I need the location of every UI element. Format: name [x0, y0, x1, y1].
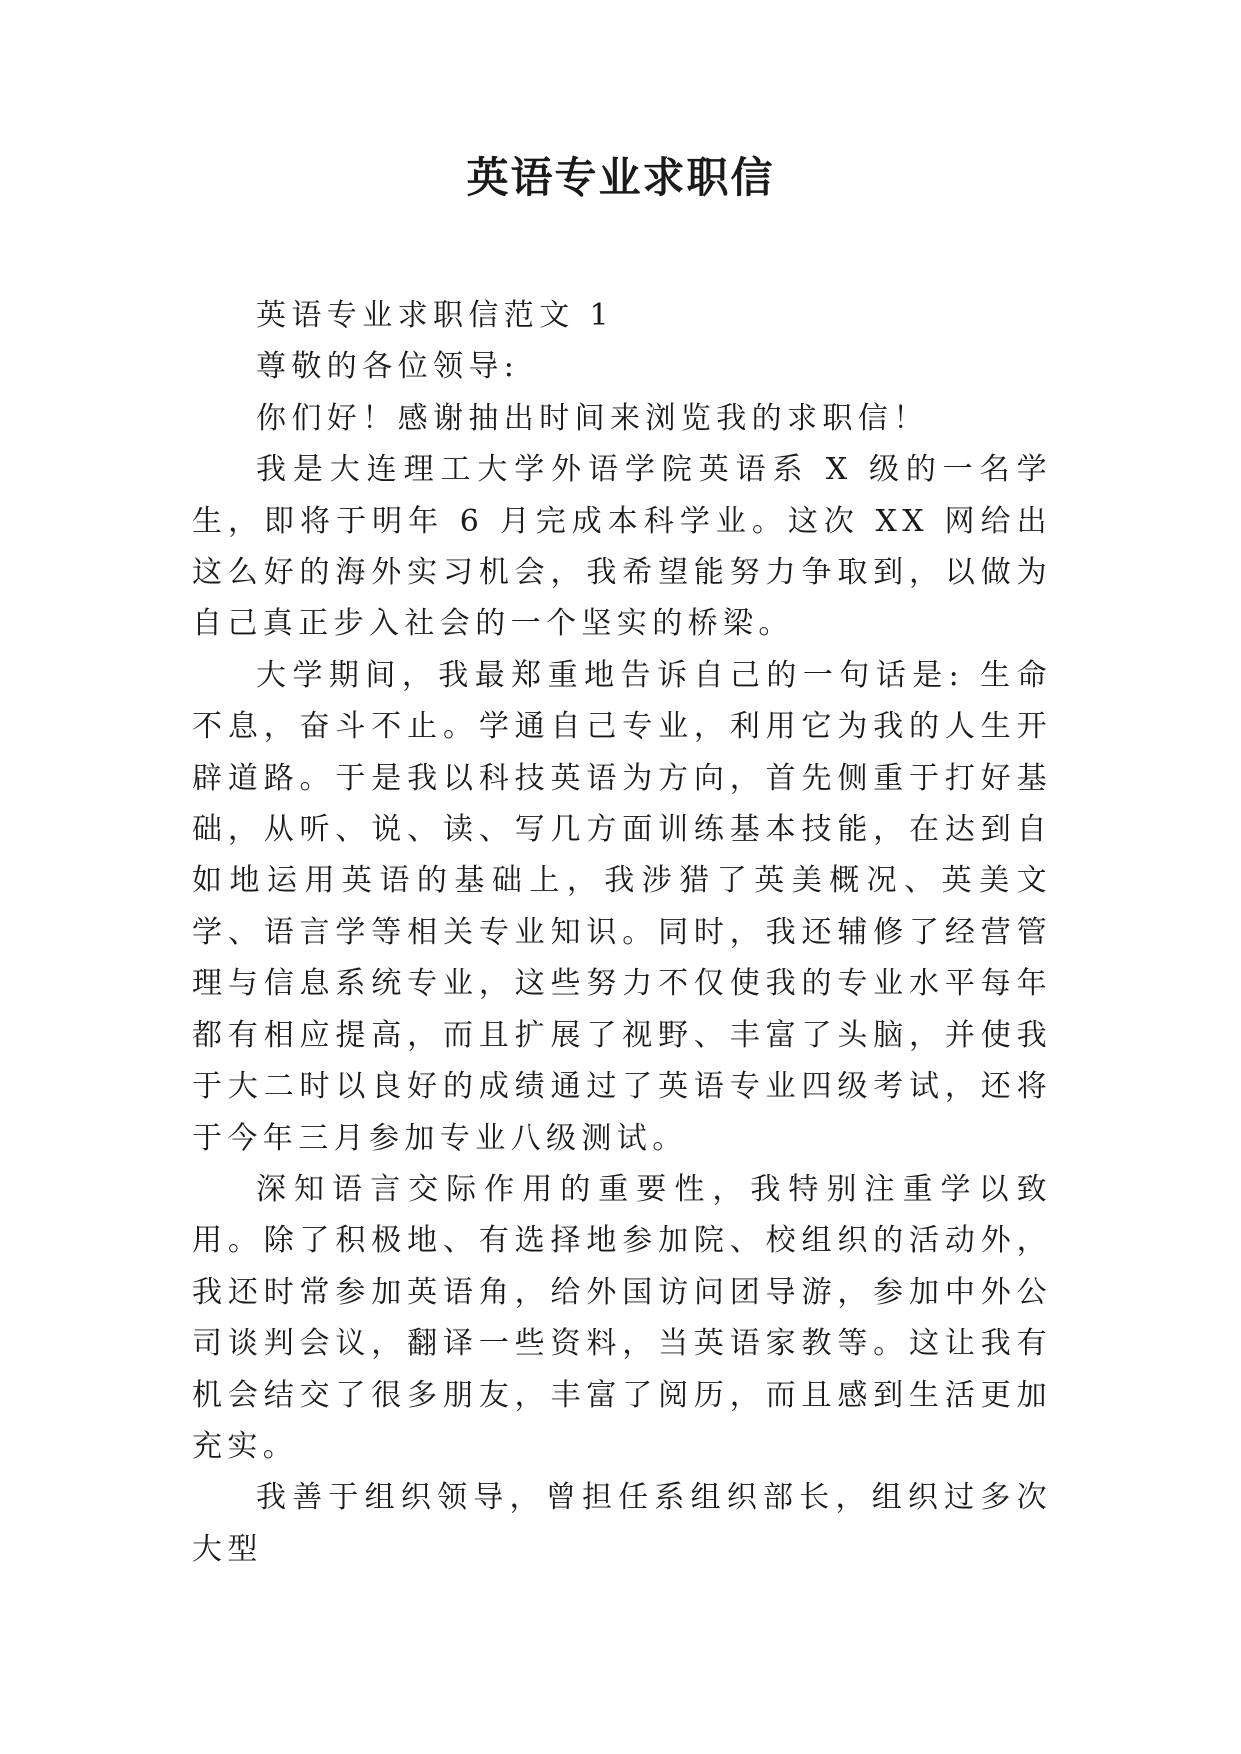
paragraph-leadership: 我善于组织领导，曾担任系组织部长，组织过多次大型 [192, 1480, 1052, 1567]
paragraph-practice: 深知语言交际作用的重要性，我特别注重学以致用。除了积极地、有选择地参加院、校组织的活动外，我还时常参加英语角，给外国访问团导游，参加中外公司谈判会议，翻译一些资料，当英语家教等。这让我有机会结交了很多朋友，丰富了阅历，而且感到生活更加充实。 [192, 1171, 1052, 1464]
paragraph-university-study: 大学期间，我最郑重地告诉自己的一句话是: 生命不息，奋斗不止。学通自己专业，利用它为我的人生开辟道路。于是我以科技英语为方向，首先侧重于打好基础，从听、说、读、写几方面训练基本技能，在达到自如地运用英语的基础上，我涉猎了英美概况、英美文学、语言学等相关专业知识。同时，我还辅修了经营管理与信息系统专业，这些努力不仅使我的专业水平每年都有相应提高，而且扩展了视野、丰富了头脑，并使我于大二时以良好的成绩通过了英语专业四级考试，还将于今年三月参加专业八级测试。 [192, 657, 1052, 1156]
paragraph-greeting: 你们好！感谢抽出时间来浏览我的求职信！ [256, 400, 929, 436]
paragraph-heading: 英语专业求职信范文 1 [256, 298, 615, 333]
document-body [192, 290, 1052, 1575]
paragraph-salutation: 尊敬的各位领导: [256, 349, 520, 385]
document-title: 英语专业求职信 [466, 153, 775, 202]
paragraph-introduction: 我是大连理工大学外语学院英语系 X 级的一名学生，即将于明年 6 月完成本科学业。这次 XX 网给出这么好的海外实习机会，我希望能努力争取到，以做为自己真正步入社会的一个坚实的桥梁。 [192, 452, 1052, 642]
